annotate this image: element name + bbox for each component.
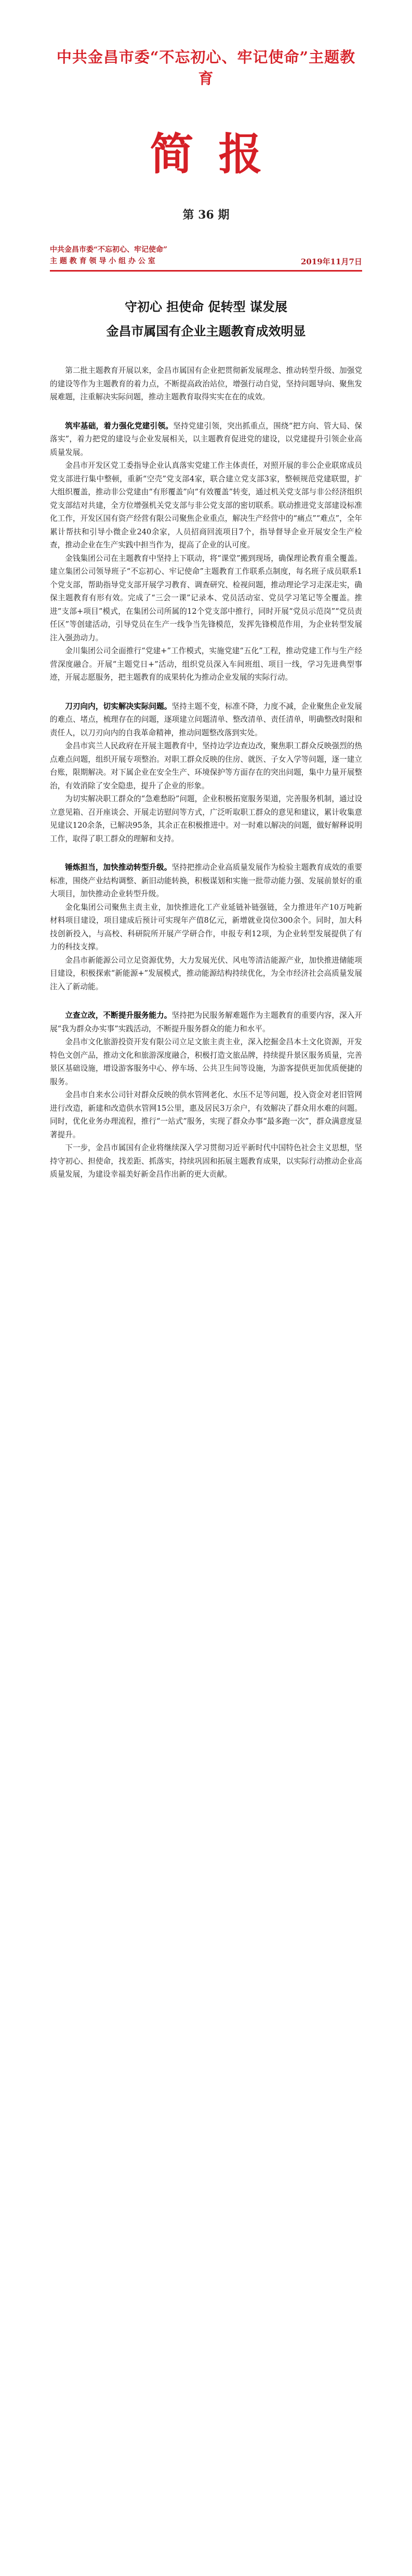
section-paragraph: 金钱集团公司在主题教育中坚持上下联动，将“课堂”搬到现场，确保理论教育重全覆盖。建立集团公司领导班子“不忘初心、牢记使命”主题教育工作联系点制度，每名班子成员联系1个党支部，帮助指导党支部开展学习教育、调查研究、检视问题，推动理论学习走深走实，确保主题教育有形有效。完成了“三会一课”记录本、党员活动室、党员学习笔记等全覆盖。推进“支部+项目”模式，在集团公司所属的12个党支部中推行，同时开展“党员示范岗”“党员责任区”等创建活动，引导党员在生产一线争当先锋模范，发挥先锋模范作用，为企业转型发展注入强劲动力。 [50, 554, 362, 642]
section-4 [50, 1009, 362, 1181]
section-lead-text: 坚持党建引领，突出抓重点，围绕“把方向、管大局、保落实”，着力把党的建设与企业发展相关，以主题教育促进党的建设，以党建提升引领企业高质量发展。 [50, 421, 362, 457]
section-paragraph [50, 861, 362, 901]
issue-date: 2019年11月7日 [300, 257, 362, 266]
section-paragraph: 金昌市开发区党工委指导企业认真落实党建工作主体责任，对照开展的非公企业联席成员党支部进行集中整顿，重新“空壳”党支部4家，联合建立党支部3家，整顿规范党建联盟，扩大组织覆盖，推动非公党建由“有形覆盖”向“有效覆盖”转变，通过机关党支部与非公经济组织党支部结对共建，全方位增强机关党支部与非公党支部的密切联系。联动推进党支部建设标准化工作，开发区国有资产经营有限公司聚焦企业重点，解决生产经营中的“痛点”“难点”，全年累计帮扶和引导小微企业240余家，人员招商回流项目7个，指导督导企业开展安全生产检查，推动企业在生产实践中担当作为，提高了企业的认可度。 [50, 461, 362, 549]
section-paragraph [50, 700, 362, 740]
org-title: 中共金昌市委“不忘初心、牢记使命”主题教育 [56, 48, 356, 87]
section-2 [50, 700, 362, 846]
section-paragraph: 为切实解决职工群众的“急难愁盼”问题，企业积极拓宽服务渠道，完善服务机制，通过设立意见箱、召开座谈会、开展走访慰问等方式，广泛听取职工群众的意见和建议，累计收集意见建议120余条，已解决95条，其余正在积极推进中。对一时难以解决的问题，做好解释说明工作，取得了职工群众的理解和支持。 [50, 794, 362, 843]
masthead [50, 0, 362, 222]
issuer-line-2: 主 题 教 育 领 导 小 组 办 公 室 [50, 257, 155, 265]
section-paragraph: 金昌市新能源公司立足资源优势，大力发展光伏、风电等清洁能源产业，加快推进储能项目建设，积极探索“新能源+”发展模式，推动能源结构持续优化，为全市经济社会高质量发展注入了新动能。 [50, 955, 362, 991]
issuer-org [50, 244, 167, 267]
section-lead-text: 坚持主题不变，标准不降，力度不减，企业聚焦企业发展的难点、堵点，梳理存在的问题，逐项建立问题清单、整改清单、责任清单，明确整改时限和责任人，以刀刃向内的自我革命精神，推动问题整改落到实处。 [50, 702, 362, 737]
section-lead: 刀刃向内，切实解决实际问题。 [65, 702, 172, 711]
issuer-block [50, 244, 362, 267]
section-lead: 立查立改，不断提升服务能力。 [65, 1011, 172, 1020]
section-paragraph [50, 420, 362, 460]
article-title-line-2: 金昌市属国有企业主题教育成效明显 [106, 323, 306, 339]
red-divider [50, 270, 362, 272]
section-paragraph: 金川集团公司全面推行“党建+”工作模式，实施党建“五化”工程，推动党建工作与生产经营深度融合。开展“主题党日+”活动，组织党员深入车间班组、项目一线，学习先进典型事迹，开展志愿服务，把主题教育的成果转化为推动企业发展的实际行动。 [50, 646, 362, 682]
section-paragraph: 金昌市自来水公司针对群众反映的供水管网老化、水压不足等问题，投入资金对老旧管网进行改造，新建和改造供水管网15公里，惠及居民3万余户，有效解决了群众用水难的问题。同时，优化业务办理流程，推行“一站式”服务，实现了群众办事“最多跑一次”，群众满意度显著提升。 [50, 1090, 362, 1139]
article-title-line-1: 守初心 担使命 促转型 谋发展 [124, 299, 288, 314]
intro-paragraph: 第二批主题教育开展以来，金昌市属国有企业把贯彻新发展理念、推动转型升级、加强党的建设等作为主题教育的着力点，不断提高政治站位，增强行动自觉，坚持问题导向、聚焦发展难题，注重解决实际问题，推动主题教育取得实实在在的成效。 [50, 366, 362, 401]
section-paragraph: 金昌市文化旅游投资开发有限公司立足文旅主责主业，深入挖掘金昌本土文化资源，开发特色文创产品，推动文化和旅游深度融合，积极打造文旅品牌，持续提升景区服务质量，完善景区基础设施，增设游客服务中心、停车场、公共卫生间等设施，为游客提供更加优质便捷的服务。 [50, 1037, 362, 1086]
brief-title: 简报 [150, 128, 287, 180]
section-paragraph [50, 1009, 362, 1035]
section-lead-text: 坚持把推动企业高质量发展作为检验主题教育成效的重要标准，围绕产业结构调整、新旧动能转换，积极谋划和实施一批带动能力强、发展前景好的重大项目，加快推动企业转型升级。 [50, 863, 362, 898]
section-lead-text: 坚持把为民服务解难题作为主题教育的重要内容，深入开展“我为群众办实事”实践活动，不断提升服务群众的能力和水平。 [50, 1011, 362, 1033]
section-paragraph: 下一步，金昌市属国有企业将继续深入学习贯彻习近平新时代中国特色社会主义思想，坚持守初心、担使命，找差距、抓落实，持续巩固和拓展主题教育成果，以实际行动推动企业高质量发展，为建设幸福美好新金昌作出新的更大贡献。 [50, 1143, 362, 1179]
section-paragraph: 金化集团公司聚焦主责主业，加快推进化工产业延链补链强链，全力推进年产10万吨新材料项目建设，项目建成后预计可实现年产值8亿元，新增就业岗位300余个。同时，加大科技创新投入，与高校、科研院所开展产学研合作，申报专利12项，为企业转型发展提供了有力的科技支撑。 [50, 902, 362, 951]
issuer-line-1: 中共金昌市委“不忘初心、牢记使命” [50, 246, 168, 254]
section-lead: 锤炼担当，加快推动转型升级。 [65, 863, 172, 872]
section-paragraph: 金昌市宾兰人民政府在开展主题教育中，坚持边学边查边改，聚焦职工群众反映强烈的热点难点问题，组织开展专项整治。对职工群众反映的住房、就医、子女入学等问题，逐一建立台账，限期解决。对下属企业在安全生产、环境保护等方面存在的突出问题，集中力量开展整治，有效消除了安全隐患，提升了企业的形象。 [50, 741, 362, 790]
article-body [50, 364, 362, 1181]
section-lead: 筑牢基础，着力强化党建引领。 [65, 421, 174, 430]
section-1 [50, 420, 362, 684]
section-3 [50, 861, 362, 993]
issue-number: 第 36 期 [182, 208, 230, 222]
